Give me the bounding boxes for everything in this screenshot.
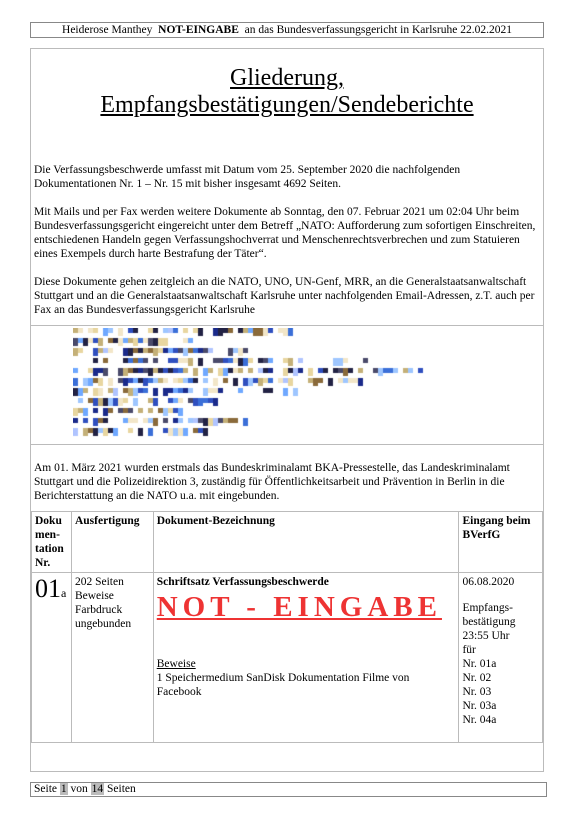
documentation-table bbox=[31, 511, 543, 743]
cell-ausfertigung: 202 Seiten Beweise Farbdruck ungebunden bbox=[71, 573, 153, 743]
footer-total: 14 bbox=[91, 783, 104, 795]
paragraph-submission: Mit Mails und per Fax werden weitere Dokumente ab Sonntag, den 07. Februar 2021 um 02:04 Uhr beim Bundesverfassungsgericht eingereicht unter dem Betreff „NATO: Aufforderung zum sofortigen Einschreiten, entschiedenen Handeln gegen Verfassungshochverrat und Menschenrechtsverbrechen und zum Statuieren eines Exempels durch harte Bestrafung der Täter“. bbox=[34, 206, 536, 260]
doc-title: Schriftsatz Verfassungsbeschwerde bbox=[156, 576, 329, 588]
document-body bbox=[30, 48, 544, 772]
cell-bezeichnung bbox=[153, 573, 459, 743]
cell-eingang bbox=[459, 573, 543, 743]
redacted-email-addresses bbox=[31, 325, 543, 445]
header-author: Heiderose Manthey bbox=[62, 24, 153, 36]
header-rest: an das Bundesverfassungsgericht in Karlsruhe 22.02.2021 bbox=[244, 24, 512, 36]
eingang-nr-1: Nr. 02 bbox=[462, 672, 492, 684]
header-bezeichnung: Dokument-Bezeichnung bbox=[153, 512, 459, 573]
footer-prefix: Seite bbox=[34, 783, 57, 795]
eingang-fuer: für bbox=[462, 644, 476, 656]
header-nr: Doku men- tation Nr. bbox=[32, 512, 72, 573]
paragraph-recipients: Diese Dokumente gehen zeitgleich an die NATO, UNO, UN-Genf, MRR, an die Generalstaatsanwaltschaft Stuttgart und an die Generalstaatsanwaltschaft Karlsruhe unter nachfolgenden Email-Adressen, z.T. auch per Fax an das Bundesverfassungsgericht Karlsruhe bbox=[34, 276, 535, 316]
paragraph-scope: Die Verfassungsbeschwerde umfasst mit Datum vom 25. September 2020 die nachfolgenden Dokumentationen Nr. 1 – Nr. 15 mit bisher insgesamt 4692 Seiten. bbox=[34, 164, 461, 190]
title-line-2: Empfangsbestätigungen/Sendeberichte bbox=[100, 92, 474, 118]
title-line-1: Gliederung, bbox=[230, 65, 344, 91]
header-marker: NOT-EINGABE bbox=[158, 24, 239, 36]
beweise-text: 1 Speichermedium SanDisk Dokumentation Filme von Facebook bbox=[156, 672, 410, 698]
eingang-nr-3: Nr. 03a bbox=[462, 700, 497, 712]
table-row bbox=[32, 573, 543, 743]
page-footer bbox=[30, 782, 547, 797]
header-eingang: Eingang beim BVerfG bbox=[459, 512, 543, 573]
eingang-time: 23:55 Uhr bbox=[462, 630, 510, 642]
cell-nr bbox=[32, 573, 72, 743]
document-title bbox=[31, 65, 543, 119]
paragraph-bka: Am 01. März 2021 wurden erstmals das Bundeskriminalamt BKA-Pressestelle, das Landeskriminalamt Stuttgart und die Polizeidirektion 3, zuständig für Öffentlichkeitsarbeit und Prävention in Berlin in die Berichterstattung an die NATO u.a. mit eingebunden. bbox=[34, 462, 510, 502]
table-header-row bbox=[32, 512, 543, 573]
eingang-nr-4: Nr. 04a bbox=[462, 714, 497, 726]
beweise-label: Beweise bbox=[156, 658, 196, 670]
not-eingabe-stamp: NOT - EINGABE bbox=[156, 591, 442, 623]
eingang-nr-0: Nr. 01a bbox=[462, 658, 497, 670]
pixelated-redaction-image bbox=[73, 328, 493, 442]
page-header bbox=[30, 22, 544, 38]
eingang-nr-2: Nr. 03 bbox=[462, 686, 492, 698]
doc-number: 01 bbox=[35, 574, 61, 603]
doc-number-suffix: a bbox=[61, 586, 67, 600]
footer-suffix: Seiten bbox=[107, 783, 136, 795]
eingang-date: 06.08.2020 bbox=[462, 576, 515, 588]
eingang-label: Empfangs-bestätigung bbox=[462, 602, 516, 628]
footer-page: 1 bbox=[60, 783, 67, 795]
footer-middle: von bbox=[70, 783, 88, 795]
header-ausfertigung: Ausfertigung bbox=[71, 512, 153, 573]
